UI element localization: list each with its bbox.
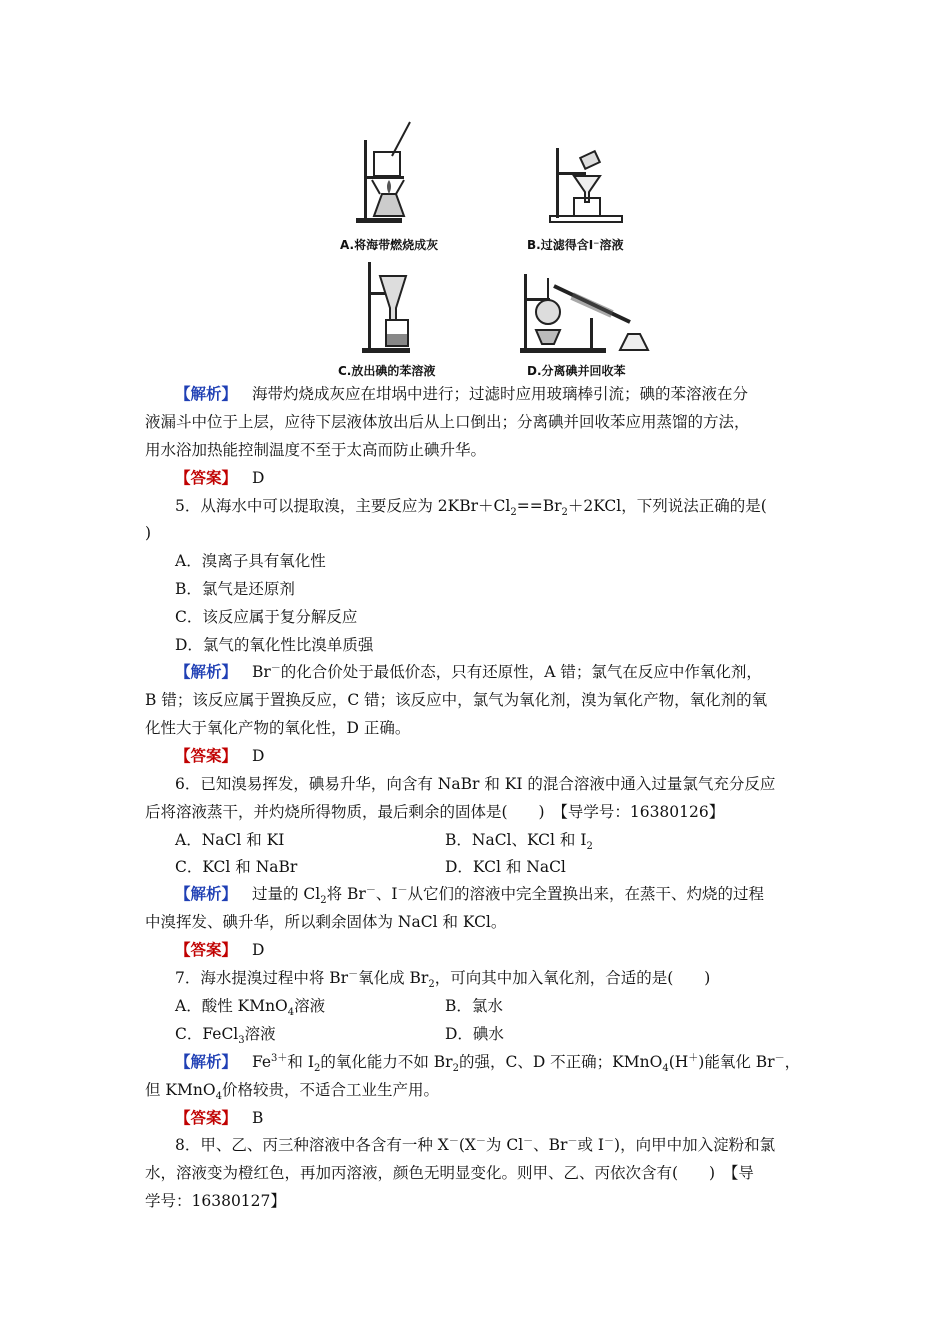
q7-option-c: C．FeCl$_3$溶液 <box>175 1025 276 1047</box>
q7-option-b: B．氯水 <box>445 997 503 1015</box>
q7-answer: 【答案】 B <box>175 1108 264 1127</box>
q8-stem-line-3: 学号：16380127】 <box>145 1192 286 1210</box>
q5-analysis-line-2: B 错；该反应属于置换反应，C 错；该反应中，氯气为氧化剂，溴为氧化产物，氧化剂的氧 <box>145 691 768 709</box>
figure-b-filtration-icon <box>548 148 628 226</box>
q6-analysis-tag: 【解析】 <box>175 884 238 903</box>
q5-stem-line-2: ) <box>145 524 152 542</box>
q6-option-a: A．NaCl 和 KI <box>175 831 285 849</box>
q5-option-c: C．该反应属于复分解反应 <box>175 608 358 626</box>
q4-analysis-line-2: 液漏斗中位于上层，应待下层液体放出后从上口倒出；分离碘并回收苯应用蒸馏的方法， <box>145 413 750 431</box>
q5-analysis-line-3: 化性大于氧化产物的氧化性，D 正确。 <box>145 719 411 737</box>
q4-analysis-line-1: 【解析】 海带灼烧成灰应在坩埚中进行；过滤时应用玻璃棒引流；碘的苯溶液在分 <box>175 384 748 403</box>
figure-a-crucible-burning-icon <box>352 120 432 225</box>
figure-d-distillation-icon <box>520 264 656 356</box>
figure-d-caption: D.分离碘并回收苯 <box>527 364 626 378</box>
q5-analysis-line-1: 【解析】 Br－的化合价处于最低价态，只有还原性，A 错；氯气在反应中作氧化剂， <box>175 662 762 681</box>
q8-stem-line-2: 水，溶液变为橙红色，再加丙溶液，颜色无明显变化。则甲、乙、丙依次含有( ) 【导 <box>145 1164 754 1182</box>
q6-options-row-1 <box>175 830 593 853</box>
q6-option-d: D．KCl 和 NaCl <box>445 858 566 876</box>
q8-stem-line-1: 8．甲、乙、丙三种溶液中各含有一种 X－(X－为 Cl－、Br－或 I－)，向甲中加入淀粉和氯 <box>175 1135 776 1154</box>
q6-stem-line-1: 6．已知溴易挥发，碘易升华，向含有 NaBr 和 KI 的混合溶液中通入过量氯气充分反应 <box>175 775 776 793</box>
q7-stem: 7．海水提溴过程中将 Br－氧化成 $Br_2$，可向其中加入氧化剂，合适的是( ) <box>175 968 711 991</box>
q7-analysis-tag: 【解析】 <box>175 1052 238 1071</box>
q6-analysis-line-2: 中溴挥发、碘升华，所以剩余固体为 NaCl 和 KCl。 <box>145 913 507 931</box>
q6-analysis-line-1: 【解析】 过量的 $Cl_2$将 Br－、I－从它们的溶液中完全置换出来，在蒸干、灼烧的过程 <box>175 884 764 907</box>
q4-answer-tag: 【答案】 <box>175 468 238 487</box>
q5-stem-line-1: 5．从海水中可以提取溴，主要反应为 $2KBr+Cl_2==Br_2+2KCl$，下列说法正确的是( <box>175 497 767 519</box>
q7-analysis-line-2: 但 KMnO$_4$价格较贵，不适合工业生产用。 <box>145 1081 439 1103</box>
q5-option-b: B．氯气是还原剂 <box>175 580 295 598</box>
figure-c-separatory-funnel-icon <box>360 262 432 354</box>
figure-a-caption: A.将海带燃烧成灰 <box>340 238 439 252</box>
q7-option-a: A．酸性 KMnO$_4$溶液 <box>175 997 326 1019</box>
q6-options-row-2 <box>175 857 566 877</box>
q7-option-d: D．碘水 <box>445 1025 504 1043</box>
q6-option-b: B．NaCl、KCl 和 $I_2$ <box>445 831 593 853</box>
q5-answer: 【答案】 D <box>175 746 265 765</box>
q7-options-row-1 <box>175 996 503 1019</box>
q6-stem-line-2: 后将溶液蒸干，并灼烧所得物质，最后剩余的固体是( ) 【导学号：16380126】 <box>145 803 725 821</box>
figure-c-caption: C.放出碘的苯溶液 <box>338 364 436 378</box>
q4-analysis-line-3: 用水浴加热能控制温度不至于太高而防止碘升华。 <box>145 441 487 459</box>
figure-b-caption: B.过滤得含I⁻溶液 <box>527 238 624 252</box>
q6-answer: 【答案】 D <box>175 940 265 959</box>
q5-answer-tag: 【答案】 <box>175 746 238 765</box>
q7-answer-tag: 【答案】 <box>175 1108 238 1127</box>
q7-options-row-2 <box>175 1024 504 1047</box>
q4-analysis-tag: 【解析】 <box>175 384 238 403</box>
q5-option-d: D．氯气的氧化性比溴单质强 <box>175 636 374 654</box>
q6-option-c: C．KCl 和 NaBr <box>175 858 298 876</box>
q6-answer-tag: 【答案】 <box>175 940 238 959</box>
q5-option-a: A．溴离子具有氧化性 <box>175 552 326 570</box>
q7-analysis-line-1: 【解析】 $Fe^{3+}$和 $I_2$的氧化能力不如 $Br_2$的强，C、D 不正确；KMnO$_4$(H＋)能氧化 Br－， <box>175 1052 801 1075</box>
q4-answer: 【答案】 D <box>175 468 265 487</box>
q5-analysis-tag: 【解析】 <box>175 662 238 681</box>
